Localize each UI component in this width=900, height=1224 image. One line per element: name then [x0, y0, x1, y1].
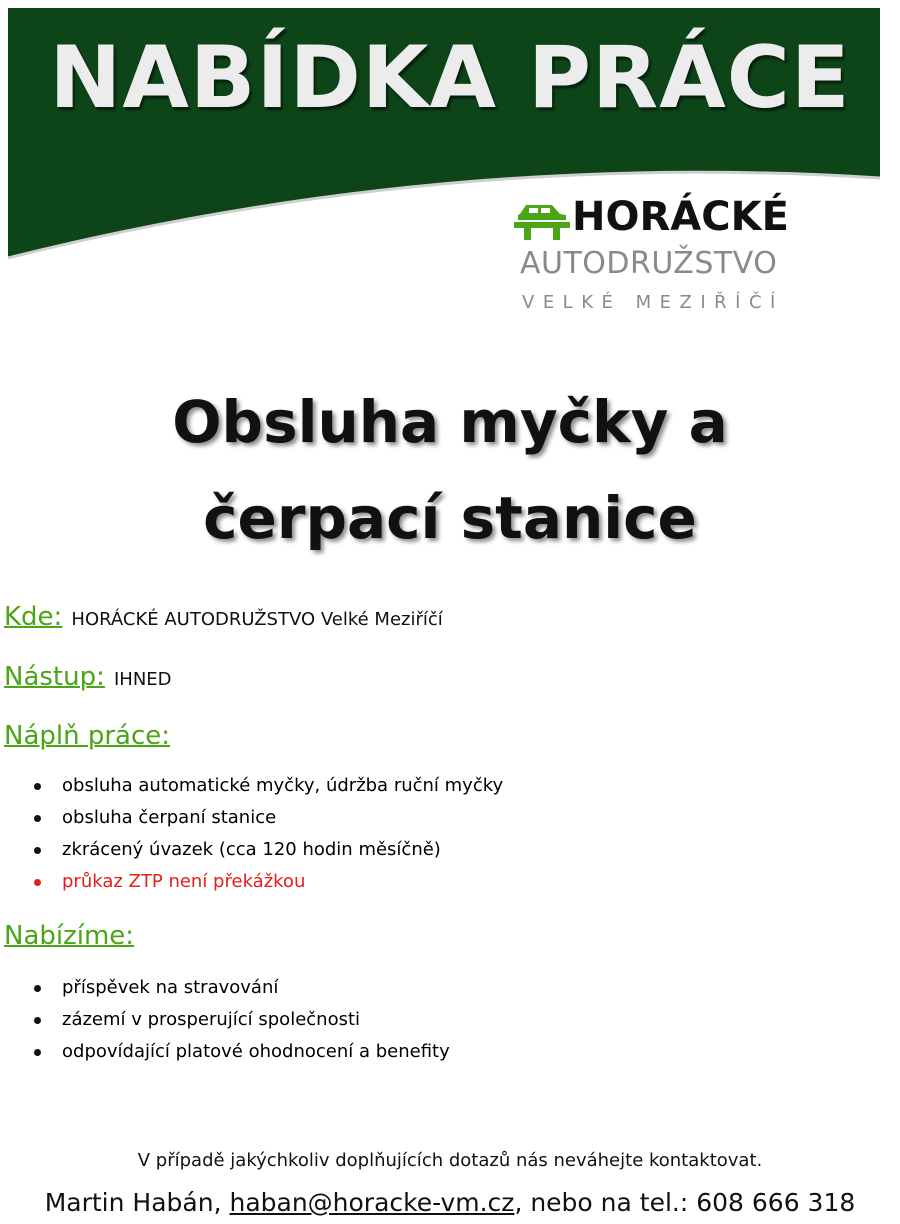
- contact-email-link[interactable]: haban@horacke-vm.cz: [229, 1188, 515, 1217]
- logo-line3: VELKÉ MEZIŘÍČÍ: [522, 292, 784, 313]
- contact-phone: , nebo na tel.: 608 666 318: [514, 1188, 856, 1217]
- duties-list: [30, 770, 503, 898]
- logo-line2: AUTODRUŽSTVO: [520, 246, 778, 281]
- duties-label: Náplň práce:: [4, 721, 171, 751]
- list-item-highlight: průkaz ZTP není překážkou: [30, 866, 503, 898]
- company-logo: [514, 196, 814, 318]
- start-label: Nástup:: [4, 662, 105, 692]
- list-item: obsluha automatické myčky, údržba ruční myčky: [30, 770, 503, 802]
- location-value: HORÁCKÉ AUTODRUŽSTVO Velké Meziříčí: [71, 609, 443, 630]
- list-item: odpovídající platové ohodnocení a benefity: [30, 1036, 450, 1068]
- list-item: zkrácený úvazek (cca 120 hodin měsíčně): [30, 834, 503, 866]
- job-title: [0, 374, 900, 566]
- offers-heading: [4, 921, 134, 951]
- offers-label: Nabízíme:: [4, 921, 135, 951]
- car-on-lift-icon: [514, 200, 570, 240]
- duties-heading: [4, 721, 170, 751]
- job-title-line2: čerpací stanice: [203, 484, 697, 552]
- banner-title: NABÍDKA PRÁCE: [49, 28, 851, 128]
- logo-line1: HORÁCKÉ: [572, 194, 789, 240]
- contact-name: Martin Habán,: [44, 1188, 230, 1217]
- list-item: zázemí v prosperující společnosti: [30, 1004, 450, 1036]
- contact-line: [0, 1188, 900, 1217]
- location-label: Kde:: [4, 602, 63, 632]
- start-value: IHNED: [113, 669, 172, 690]
- location-field: [4, 602, 443, 632]
- list-item: příspěvek na stravování: [30, 972, 450, 1004]
- start-field: [4, 662, 172, 692]
- contact-note: V případě jakýchkoliv doplňujících dotazů nás neváhejte kontaktovat.: [137, 1150, 763, 1171]
- job-title-line1: Obsluha myčky a: [172, 388, 728, 456]
- offers-list: [30, 972, 450, 1068]
- list-item: obsluha čerpaní stanice: [30, 802, 503, 834]
